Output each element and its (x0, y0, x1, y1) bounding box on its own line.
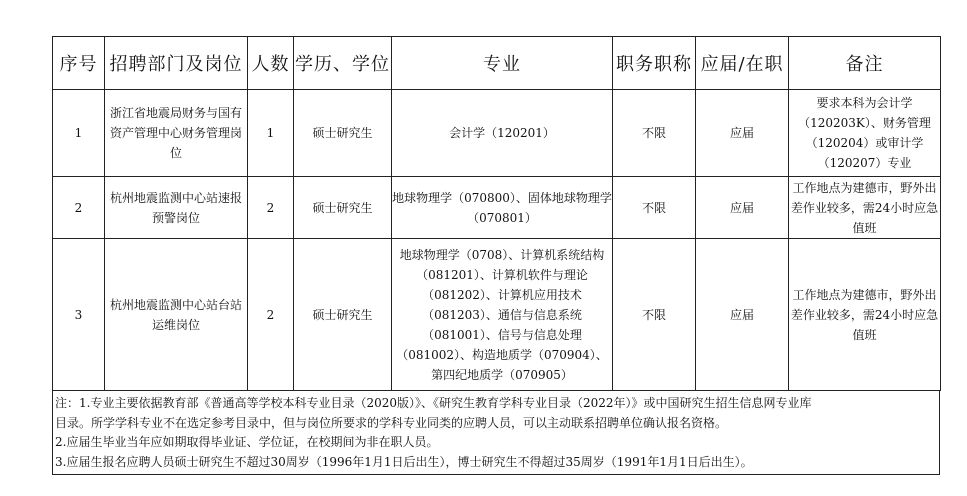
header-remark: 备注 (789, 37, 941, 90)
cell-seq: 3 (53, 239, 105, 391)
table-header-row (53, 37, 941, 90)
notes-section (52, 391, 940, 475)
cell-status: 应届 (696, 177, 789, 239)
cell-title: 不限 (613, 90, 696, 177)
cell-seq: 2 (53, 177, 105, 239)
note-line: 注：1.专业主要依据教育部《普通高等学校本科专业目录（2020版）》、《研究生教育学科专业目录（2022年）》或中国研究生招生信息网专业库 (55, 396, 812, 410)
header-title: 职务职称 (613, 37, 696, 90)
header-dept: 招聘部门及岗位 (105, 37, 248, 90)
note-line: 目录。所学学科专业不在选定参考目录中，但与岗位所要求的学科专业同类的应聘人员，可以主动联系招聘单位确认报名资格。 (55, 415, 728, 430)
recruitment-table (52, 36, 941, 391)
cell-major: 地球物理学（070800）、固体地球物理学（070801） (392, 177, 613, 239)
cell-seq: 1 (53, 90, 105, 177)
cell-title: 不限 (613, 239, 696, 391)
recruitment-document (52, 36, 940, 475)
cell-remark: 工作地点为建德市，野外出差作业较多，需24小时应急值班 (789, 177, 941, 239)
table-row (53, 177, 941, 239)
cell-title: 不限 (613, 177, 696, 239)
header-major: 专业 (392, 37, 613, 90)
cell-status: 应届 (696, 90, 789, 177)
cell-remark: 工作地点为建德市，野外出差作业较多，需24小时应急值班 (789, 239, 941, 391)
cell-degree: 硕士研究生 (294, 90, 392, 177)
header-count: 人数 (248, 37, 294, 90)
header-status: 应届/在职 (696, 37, 789, 90)
cell-count: 2 (248, 239, 294, 391)
cell-remark: 要求本科为会计学（120203K）、财务管理（120204）或审计学（120207）专业 (789, 90, 941, 177)
cell-dept: 浙江省地震局财务与国有资产管理中心财务管理岗位 (105, 90, 248, 177)
table-row (53, 239, 941, 391)
cell-degree: 硕士研究生 (294, 239, 392, 391)
header-degree: 学历、学位 (294, 37, 392, 90)
cell-major: 地球物理学（0708）、计算机系统结构（081201）、计算机软件与理论（081202）、计算机应用技术（081203）、通信与信息系统（081001）、信号与信息处理（081002）、构造地质学（070904）、第四纪地质学（070905） (392, 239, 613, 391)
cell-dept: 杭州地震监测中心站台站运维岗位 (105, 239, 248, 391)
cell-major: 会计学（120201） (392, 90, 613, 177)
cell-status: 应届 (696, 239, 789, 391)
cell-degree: 硕士研究生 (294, 177, 392, 239)
note-line: 3.应届生报名应聘人员硕士研究生不超过30周岁（1996年1月1日后出生），博士研究生不得超过35周岁（1991年1月1日后出生）。 (55, 454, 753, 469)
cell-count: 2 (248, 177, 294, 239)
header-seq: 序号 (53, 37, 105, 90)
table-row (53, 90, 941, 177)
cell-dept: 杭州地震监测中心站速报预警岗位 (105, 177, 248, 239)
note-line: 2.应届生毕业当年应如期取得毕业证、学位证，在校期间为非在职人员。 (55, 435, 439, 449)
cell-count: 1 (248, 90, 294, 177)
